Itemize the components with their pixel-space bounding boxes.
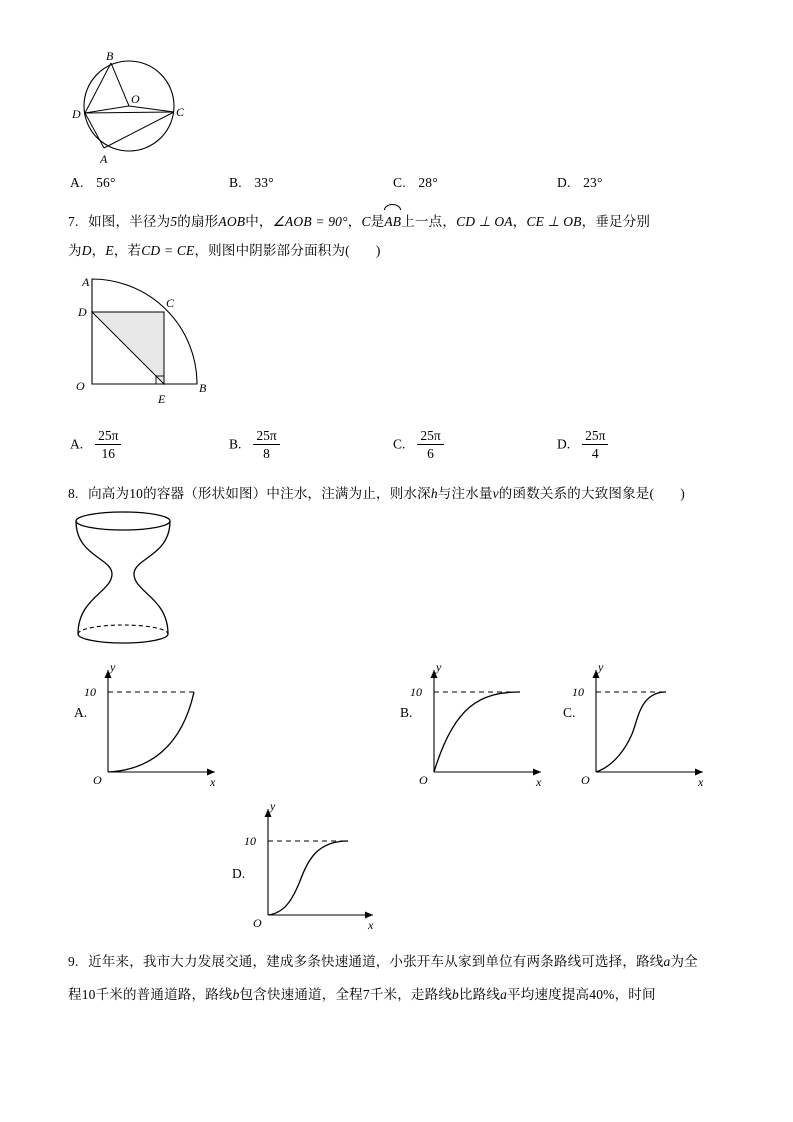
q7-text-1: 如图，半径为 <box>88 214 171 229</box>
q8-text-2: 的容器（形状如图）中注水，注满为止，则水深 <box>143 486 431 501</box>
q9-route-a-var: a <box>663 954 671 969</box>
q8-graph-c[interactable] <box>572 660 713 789</box>
q7-stem-line2 <box>68 236 381 266</box>
q7-option-b-fraction <box>253 428 279 461</box>
q6-label-A: A <box>100 152 108 166</box>
q8-graph-b-label <box>400 705 412 721</box>
q9-text-2: 为全 <box>670 954 698 969</box>
q7-option-d-label: D. <box>557 436 571 452</box>
q7-option-c-num: 25π <box>417 428 443 445</box>
q7-text-10: ， <box>91 243 106 258</box>
q7-option-a[interactable] <box>70 428 121 461</box>
q7-text-8: ，垂足分别 <box>581 214 651 229</box>
q9-text-7: 比路线 <box>458 987 501 1002</box>
q8-graph-a-ylabel: y <box>110 660 116 674</box>
q8-graph-a-tick: 10 <box>84 685 96 699</box>
q7-label-O: O <box>76 379 85 393</box>
q8-graph-b-xlabel: x <box>536 775 542 789</box>
q7-option-d-num: 25π <box>582 428 608 445</box>
q7-stem-line1 <box>68 204 650 237</box>
q9-text-1: 近年来，我市大力发展交通，建成多条快速通道，小张开车从家到单位有两条路线可选择，路线 <box>88 954 664 969</box>
q6-option-d[interactable] <box>557 168 603 198</box>
q7-text-4: ， <box>347 214 362 229</box>
q7-cd-eq-ce: CD = CE <box>141 243 195 258</box>
q8-container-figure <box>66 506 196 651</box>
q6-option-c[interactable] <box>393 168 438 198</box>
q8-graph-a-label <box>74 705 87 721</box>
q8-graph-c-ylabel: y <box>598 660 604 674</box>
q7-figure <box>66 272 236 407</box>
q9-stem-line2 <box>68 980 656 1010</box>
q7-arc-AB: AB <box>384 204 401 237</box>
q9-distance-b: 7 <box>362 987 370 1002</box>
q8-graph-a-origin: O <box>93 773 102 787</box>
q8-text-5: ) <box>680 486 685 501</box>
q8-graph-d-origin: O <box>253 916 262 930</box>
q7-cd-perp: CD ⊥ OA <box>456 214 513 229</box>
q7-option-c-fraction <box>417 428 443 461</box>
q9-text-9: ，时间 <box>614 987 656 1002</box>
q7-label-D: D <box>78 305 87 319</box>
q6-option-b[interactable] <box>229 168 274 198</box>
q8-text-3: 与注水量 <box>437 486 493 501</box>
q7-option-b-label: B. <box>229 436 242 452</box>
q7-option-b-num: 25π <box>253 428 279 445</box>
q9-route-b-var2: b <box>452 987 459 1002</box>
q7-label-C: C <box>166 296 175 310</box>
q7-option-d[interactable] <box>557 428 608 461</box>
q7-option-b-den: 8 <box>263 446 270 462</box>
q7-option-c[interactable] <box>393 428 444 461</box>
q7-option-c-label: C. <box>393 436 406 452</box>
q8-option-b-label: B. <box>400 705 413 720</box>
q7-text-7: ， <box>512 214 527 229</box>
q7-option-a-fraction <box>95 428 121 461</box>
q8-text-1: 向高为 <box>88 486 130 501</box>
q6-option-c-value: 28° <box>418 175 438 190</box>
q7-option-b[interactable] <box>229 428 280 461</box>
q7-label-B: B <box>199 381 207 395</box>
q9-text-5: 包含快速通道，全程 <box>239 987 363 1002</box>
q7-option-a-label: A. <box>70 436 84 452</box>
q6-label-D: D <box>72 107 81 121</box>
q8-graph-c-xlabel: x <box>698 775 704 789</box>
q7-ce-perp: CE ⊥ OB <box>526 214 582 229</box>
q7-option-a-num: 25π <box>95 428 121 445</box>
q9-text-3: 程 <box>68 987 82 1002</box>
q8-option-c-label: C. <box>563 705 576 720</box>
q9-route-b-var: b <box>232 987 240 1002</box>
q8-var-h: h <box>430 486 438 501</box>
q9-text-8: 平均速度提高 <box>507 987 590 1002</box>
q6-label-C: C <box>176 105 185 119</box>
q7-text-2: 的扇形 <box>177 214 219 229</box>
q9-text-6: 千米，走路线 <box>369 987 453 1002</box>
q8-var-v: v <box>492 486 499 501</box>
q8-graph-c-origin: O <box>581 773 590 787</box>
q6-option-a-value: 56° <box>96 175 116 190</box>
q7-text-12: ，则图中阴影部分面积为( <box>194 243 350 258</box>
q7-number: 7. <box>68 214 79 229</box>
q7-label-E: E <box>158 392 166 406</box>
q8-graph-a[interactable] <box>84 660 225 789</box>
q6-option-a-label: A. <box>70 175 84 190</box>
q6-option-a[interactable] <box>70 168 116 198</box>
q6-figure <box>72 48 212 168</box>
q7-option-a-den: 16 <box>101 446 116 462</box>
q6-option-d-value: 23° <box>583 175 603 190</box>
q7-label-A: A <box>82 275 90 289</box>
q7-option-d-den: 4 <box>591 446 599 462</box>
q6-option-b-label: B. <box>229 175 242 190</box>
q8-stem <box>68 479 685 509</box>
q7-radius-value: 5 <box>170 214 178 229</box>
q8-height-value: 10 <box>129 486 144 501</box>
q7-option-c-den: 6 <box>427 446 434 462</box>
q8-graph-c-label <box>563 705 575 721</box>
q7-text-13: ) <box>375 243 381 258</box>
q7-text-3: 中， <box>245 214 273 229</box>
q7-point-E: E <box>105 243 114 258</box>
q9-text-4: 千米的普通道路，路线 <box>95 987 233 1002</box>
q8-graph-a-xlabel: x <box>210 775 216 789</box>
q7-sector-name: AOB <box>218 214 246 229</box>
q6-label-O: O <box>131 92 140 106</box>
q8-graph-d[interactable] <box>244 799 383 932</box>
q8-option-d-label: D. <box>232 866 246 881</box>
q7-option-d-fraction <box>582 428 608 461</box>
q8-graph-b[interactable] <box>410 660 551 789</box>
q7-text-11: ，若 <box>113 243 142 258</box>
q9-route-a-var2: a <box>500 987 508 1002</box>
q9-number: 9. <box>68 954 79 969</box>
q8-graph-b-tick: 10 <box>410 685 422 699</box>
q8-text-4: 的函数关系的大致图象是( <box>498 486 655 501</box>
q8-option-a-label: A. <box>74 705 88 720</box>
q8-graph-d-label <box>232 866 245 882</box>
q8-graph-d-xlabel: x <box>368 918 374 932</box>
q8-graph-d-tick: 10 <box>244 834 256 848</box>
q6-label-B: B <box>106 49 114 63</box>
q9-distance-a: 10 <box>81 987 96 1002</box>
q8-graph-d-ylabel: y <box>270 799 276 813</box>
q9-stem-line1 <box>68 947 698 977</box>
q8-graph-b-origin: O <box>419 773 428 787</box>
q6-option-d-label: D. <box>557 175 571 190</box>
q6-option-c-label: C. <box>393 175 406 190</box>
q8-number: 8. <box>68 486 79 501</box>
q6-option-b-value: 33° <box>254 175 274 190</box>
q8-graph-b-ylabel: y <box>436 660 442 674</box>
q7-text-5: 是 <box>370 214 385 229</box>
q8-graph-c-tick: 10 <box>572 685 584 699</box>
q7-text-6: 上一点， <box>401 214 457 229</box>
q9-percent: 40% <box>589 987 615 1002</box>
q7-angle-expr: ∠AOB = 90° <box>272 214 348 229</box>
q7-point-D: D <box>81 243 92 258</box>
q7-point-C: C <box>361 214 371 229</box>
q7-text-9: 为 <box>68 243 82 258</box>
